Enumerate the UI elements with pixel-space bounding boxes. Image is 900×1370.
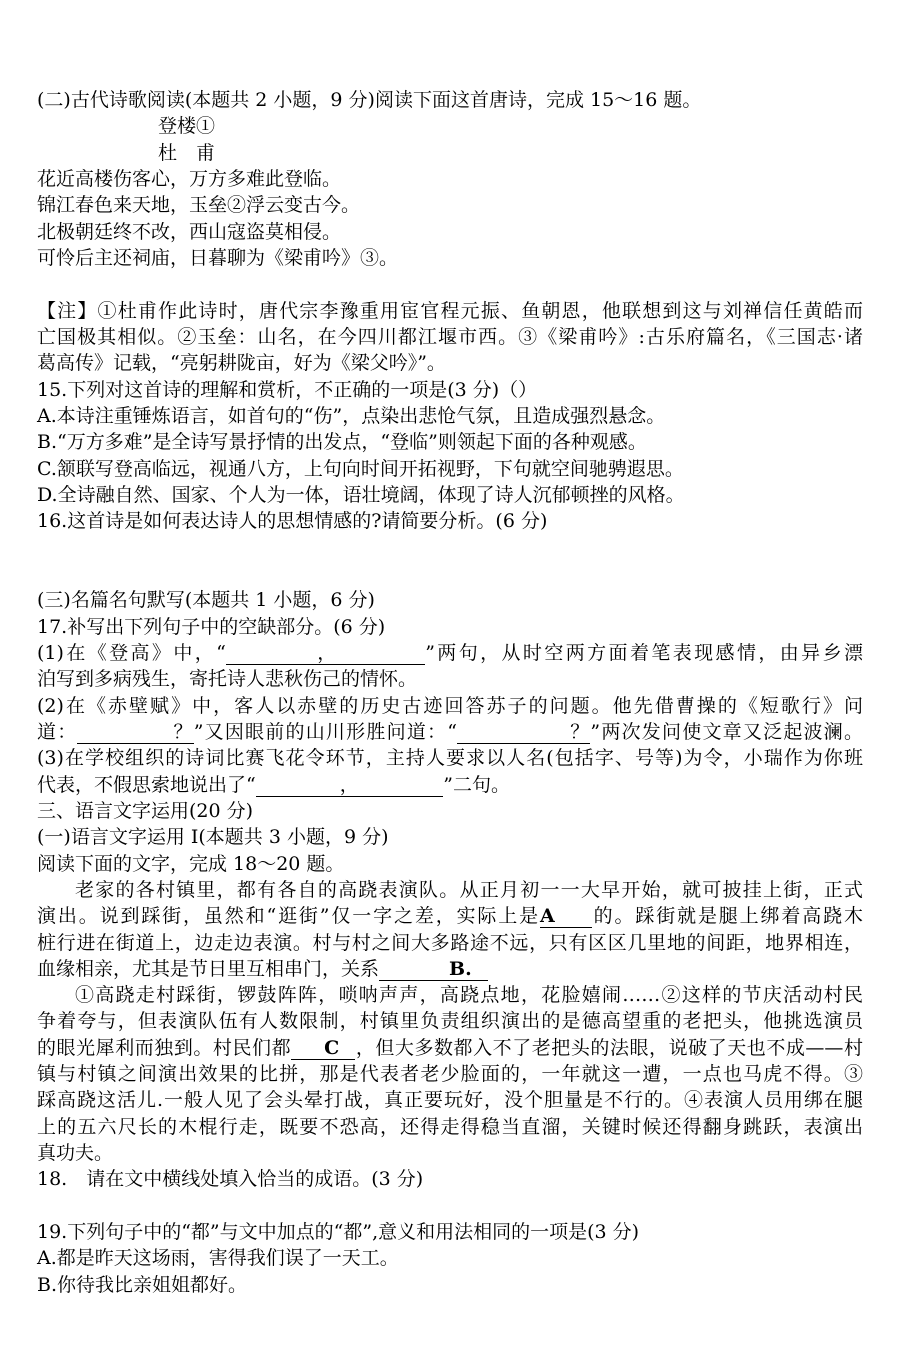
- question-18-stem: 18. 请在文中横线处填入恰当的成语。(3 分): [37, 1168, 424, 1191]
- passage-text: 演出。说到踩街，虽然和“逛街”仅一字之差，实际上是: [37, 905, 541, 928]
- passage-p2-line-2: 争着夸与，但表演队伍有人数限制，村镇里负责组织演出的是德高望重的老把头，他挑选演员: [37, 1010, 863, 1033]
- passage-p2-line-3: [37, 1035, 863, 1061]
- question-17-item-2-line-1: (2)在《赤壁赋》中，客人以赤壁的历史古迹回答苏子的问题。他先借曹操的《短歌行》问: [37, 694, 863, 717]
- question-17-item-3-line-1: (3)在学校组织的诗词比赛飞花令环节，主持人要求以人名(包括字、号等)为令，小瑞作为你班: [37, 747, 863, 770]
- passage-p2-line-4: 镇与村镇之间演出效果的比拼，那是代表者老少脸面的，一年就这一遭，一点也马虎不得。③: [37, 1063, 863, 1086]
- poem-line-2: 锦江春色来天地，玉垒②浮云变古今。: [37, 194, 361, 217]
- part-heading-language: 三、语言文字运用(20 分): [37, 799, 254, 822]
- question-15-option-c: C.颔联写登高临远，视通八方，上句向时间开拓视野，下句就空间驰骋遐思。: [37, 457, 684, 480]
- question-19-stem: 19.下列句子中的“都”与文中加点的“都”,意义和用法相同的一项是(3 分): [37, 1221, 640, 1244]
- blank-line: [37, 535, 863, 561]
- question-mark: ？: [173, 720, 194, 743]
- subsection-heading: (一)语言文字运用 I(本题共 3 小题，9 分): [37, 826, 389, 849]
- blank-line: [37, 561, 863, 587]
- question-17-stem: 17.补写出下列句子中的空缺部分。(6 分): [37, 615, 386, 638]
- passage-p2-line-5: 踩高跷这活儿.一般人见了会头晕打战，真正要玩好，没个胆量是不行的。④表演人员用绑在腿: [37, 1089, 863, 1112]
- question-17-item-3-line-2: [37, 772, 863, 798]
- question-15-stem: 15.下列对这首诗的理解和赏析，不正确的一项是(3 分)（）: [37, 378, 538, 401]
- question-15-option-d: D.全诗融自然、国家、个人为一体，语壮境阔，体现了诗人沉郁顿挫的风格。: [37, 483, 685, 506]
- passage-text: 的。踩街就是腿上绑着高跷木: [591, 905, 863, 928]
- item-1-text-before: (1)在《登高》中，“: [37, 641, 226, 664]
- blank-line: [37, 1193, 863, 1219]
- question-17-item-1-line-2: 泊写到多病残生，寄托诗人悲秋伤己的情怀。: [37, 668, 418, 691]
- exam-page: [37, 87, 863, 1298]
- passage-p2-line-6: 上的五六尺长的木棍行走，既要不恐高，还得走得稳当直溜，关键时候还得翻身跳跃，表演出: [37, 1115, 863, 1138]
- item-2-text-before: 道：: [37, 720, 78, 743]
- poem-line-4: 可怜后主还祠庙，日暮聊为《梁甫吟》③。: [37, 246, 399, 269]
- poem-line-3: 北极朝廷终不改，西山寇盗莫相侵。: [37, 220, 342, 243]
- passage-text: 的眼光犀利而独到。村民们都: [37, 1036, 292, 1059]
- passage-p1-line-2: [37, 903, 863, 929]
- passage-p1-line-1: 老家的各村镇里，都有各自的高跷表演队。从正月初一一大早开始，就可披挂上街，正式: [75, 878, 863, 901]
- passage-p2-line-1: ①高跷走村踩街，锣鼓阵阵，唢呐声声，高跷点地，花脸嬉闹……②这样的节庆活动村民: [75, 984, 863, 1007]
- note-line-1: 【注】①杜甫作此诗时，唐代宗李豫重用宦官程元振、鱼朝恩，他联想到这与刘禅信任黄皓而: [37, 299, 863, 322]
- item-2-text-middle: ”又因眼前的山川形胜问道：“: [193, 720, 457, 743]
- answer-blank-2: [457, 721, 590, 744]
- question-19-option-a: A.都是昨天这场雨，害得我们误了一天工。: [37, 1247, 399, 1270]
- passage-p1-line-4: [37, 956, 863, 982]
- poem-title: 登楼①: [158, 115, 216, 138]
- item-3-text-after: ”二句。: [443, 773, 510, 796]
- fill-blank-c: C: [291, 1037, 355, 1060]
- question-mark: ？: [568, 720, 591, 743]
- section-heading-recitation: (三)名篇名句默写(本题共 1 小题，6 分): [37, 589, 375, 612]
- passage-p2-line-7: 真功夫。: [37, 1142, 114, 1165]
- blank-line: [37, 271, 863, 297]
- question-15-option-b: B.“万方多难”是全诗写景抒情的出发点，“登临”则领起下面的各种观感。: [37, 431, 647, 454]
- reading-instruction: 阅读下面的文字，完成 18～20 题。: [37, 852, 345, 875]
- note-line-2: 亡国极其相似。②玉垒：山名，在今四川都江堰市西。③《梁甫吟》:古乐府篇名，《三国志·诸: [37, 325, 863, 348]
- question-17-item-1-line-1: [37, 640, 863, 666]
- question-16-stem: 16.这首诗是如何表达诗人的思想情感的?请简要分析。(6 分): [37, 510, 548, 533]
- note-line-3: 葛高传》记载，“亮躬耕陇亩，好为《梁父吟》”。: [37, 352, 446, 375]
- passage-text: 血缘相亲，尤其是节日里互相串门，关系: [37, 957, 380, 980]
- question-17-item-2-line-2: [37, 719, 863, 745]
- section-heading-poetry: (二)古代诗歌阅读(本题共 2 小题，9 分)阅读下面这首唐诗，完成 15～16 题。: [37, 89, 702, 111]
- answer-blank-pair: [226, 642, 425, 665]
- poem-line-1: 花近高楼伤客心，万方多难此登临。: [37, 167, 342, 190]
- answer-blank-1: [77, 721, 193, 744]
- fill-blank-a: A: [540, 905, 592, 928]
- question-19-option-b: B.你待我比亲姐姐都好。: [37, 1273, 248, 1296]
- question-15-option-a: A.本诗注重锤炼语言，如首句的“伤”，点染出悲怆气氛，且造成强烈悬念。: [37, 404, 666, 427]
- passage-text: ，但大多数都入不了老把头的法眼，说破了天也不成——村: [355, 1036, 863, 1059]
- blank-separator: ，: [339, 773, 350, 796]
- item-3-text-before: 代表，不假思索地说出了“: [37, 773, 256, 796]
- poem-author: 杜 甫: [158, 141, 216, 164]
- answer-blank-pair: [256, 774, 444, 797]
- blank-separator: ，: [314, 641, 330, 664]
- item-1-text-after: ”两句，从时空两方面着笔表现感情，由异乡漂: [425, 641, 863, 664]
- fill-blank-b: B.: [379, 958, 488, 981]
- passage-p1-line-3: 桩行进在街道上，边走边表演。村与村之间大多路途不远，只有区区几里地的间距，地界相连，: [37, 931, 863, 954]
- item-2-text-after: ”两次发问使文章又泛起波澜。: [590, 720, 863, 743]
